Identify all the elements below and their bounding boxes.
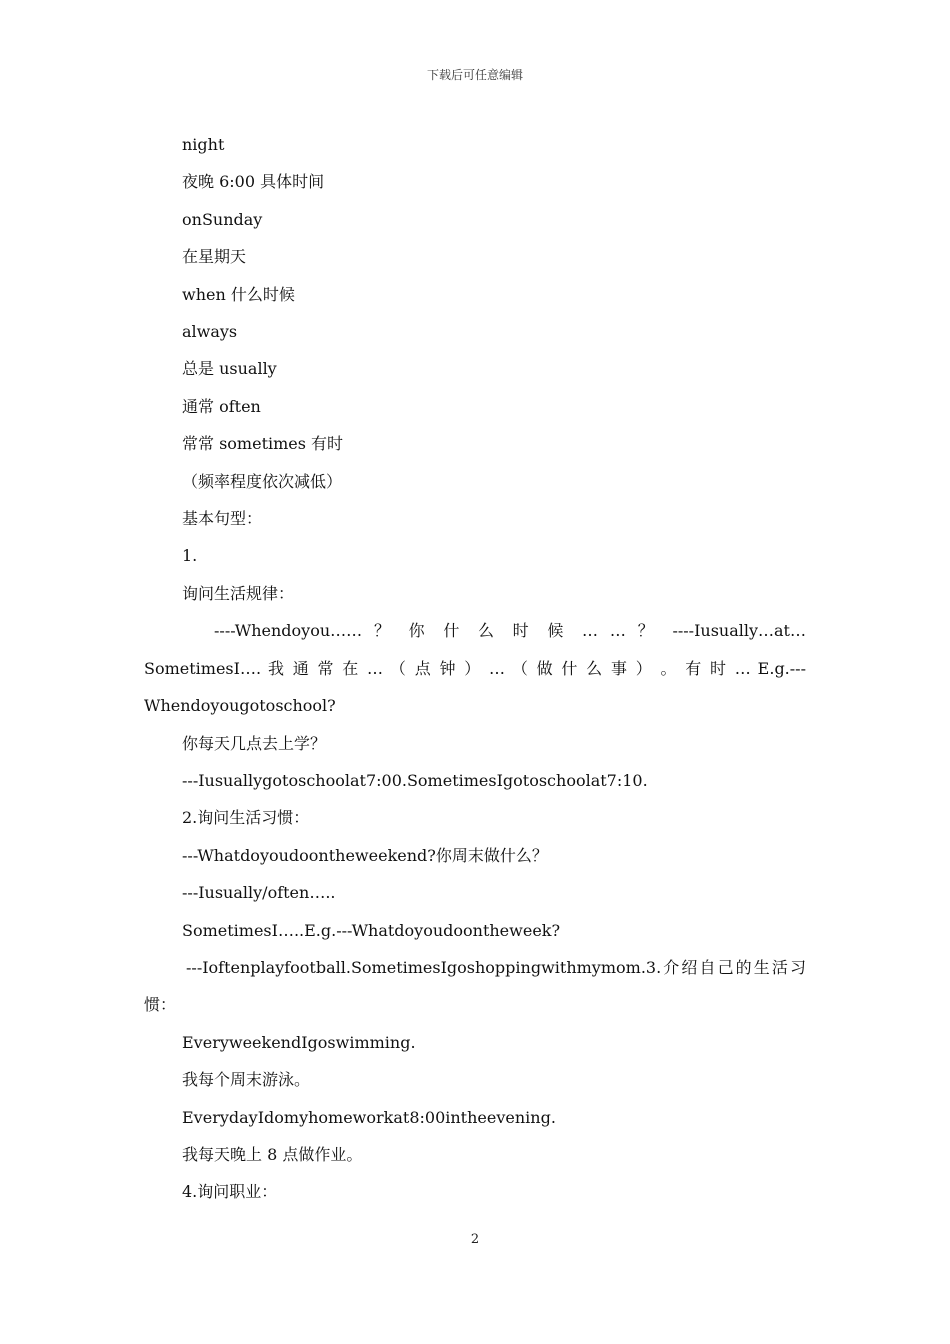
page-number: 2 xyxy=(470,1232,480,1247)
text-line: 2.询问生活习惯： xyxy=(182,808,310,828)
paragraph-when-question: ----Whendoyou…… ？ 你 什 么 时 候 … … ？ ----Iusually…at… SometimesI…. 我 通 常 在 … （ 点 钟 ） … （ 做 什 么 事 ） 。 有 时 … E.g.---Whendoyougotoschool? xyxy=(144,621,806,716)
text-line: onSunday xyxy=(182,209,263,229)
text-line: 我每天晚上 8 点做作业。 xyxy=(182,1144,363,1164)
text-line: 夜晚 6:00 具体时间 xyxy=(182,172,325,192)
text-line: when 什么时候 xyxy=(182,284,295,304)
text-line: 询问生活规律： xyxy=(182,583,295,603)
text-line: ---Iusually/often….. xyxy=(182,883,336,903)
text-line: 4.询问职业： xyxy=(182,1182,278,1202)
text-line: night xyxy=(182,135,225,154)
text-line: 我每个周末游泳。 xyxy=(182,1070,311,1090)
text-line: 总是 usually xyxy=(182,359,277,379)
text-line: 你每天几点去上学？ xyxy=(182,733,327,753)
text-line: 通常 often xyxy=(182,396,261,416)
document-body xyxy=(144,126,806,1211)
text-line: ---Iusuallygotoschoolat7:00.SometimesIgotoschoolat7:10. xyxy=(182,770,648,790)
text-line: EveryweekendIgoswimming. xyxy=(182,1032,416,1052)
page-header: 下载后可任意编辑 xyxy=(426,68,523,82)
text-line: SometimesI…..E.g.---Whatdoyoudoontheweek? xyxy=(182,920,561,940)
text-line: （频率程度依次减低） xyxy=(182,471,343,491)
text-line: always xyxy=(182,322,238,342)
text-line: 常常 sometimes 有时 xyxy=(182,434,344,454)
text-line: EverydayIdomyhomeworkat8:00intheevening. xyxy=(182,1107,556,1127)
text-line: 基本句型： xyxy=(182,509,263,529)
paragraph-habits: ---Ioftenplayfootball.SometimesIgoshoppingwithmymom.3.介绍自己的生活习惯： xyxy=(144,957,806,1015)
text-line: 1. xyxy=(182,546,198,566)
text-line: ---Whatdoyoudoontheweekend?你周末做什么？ xyxy=(182,845,548,865)
text-line: 在星期天 xyxy=(182,247,247,267)
